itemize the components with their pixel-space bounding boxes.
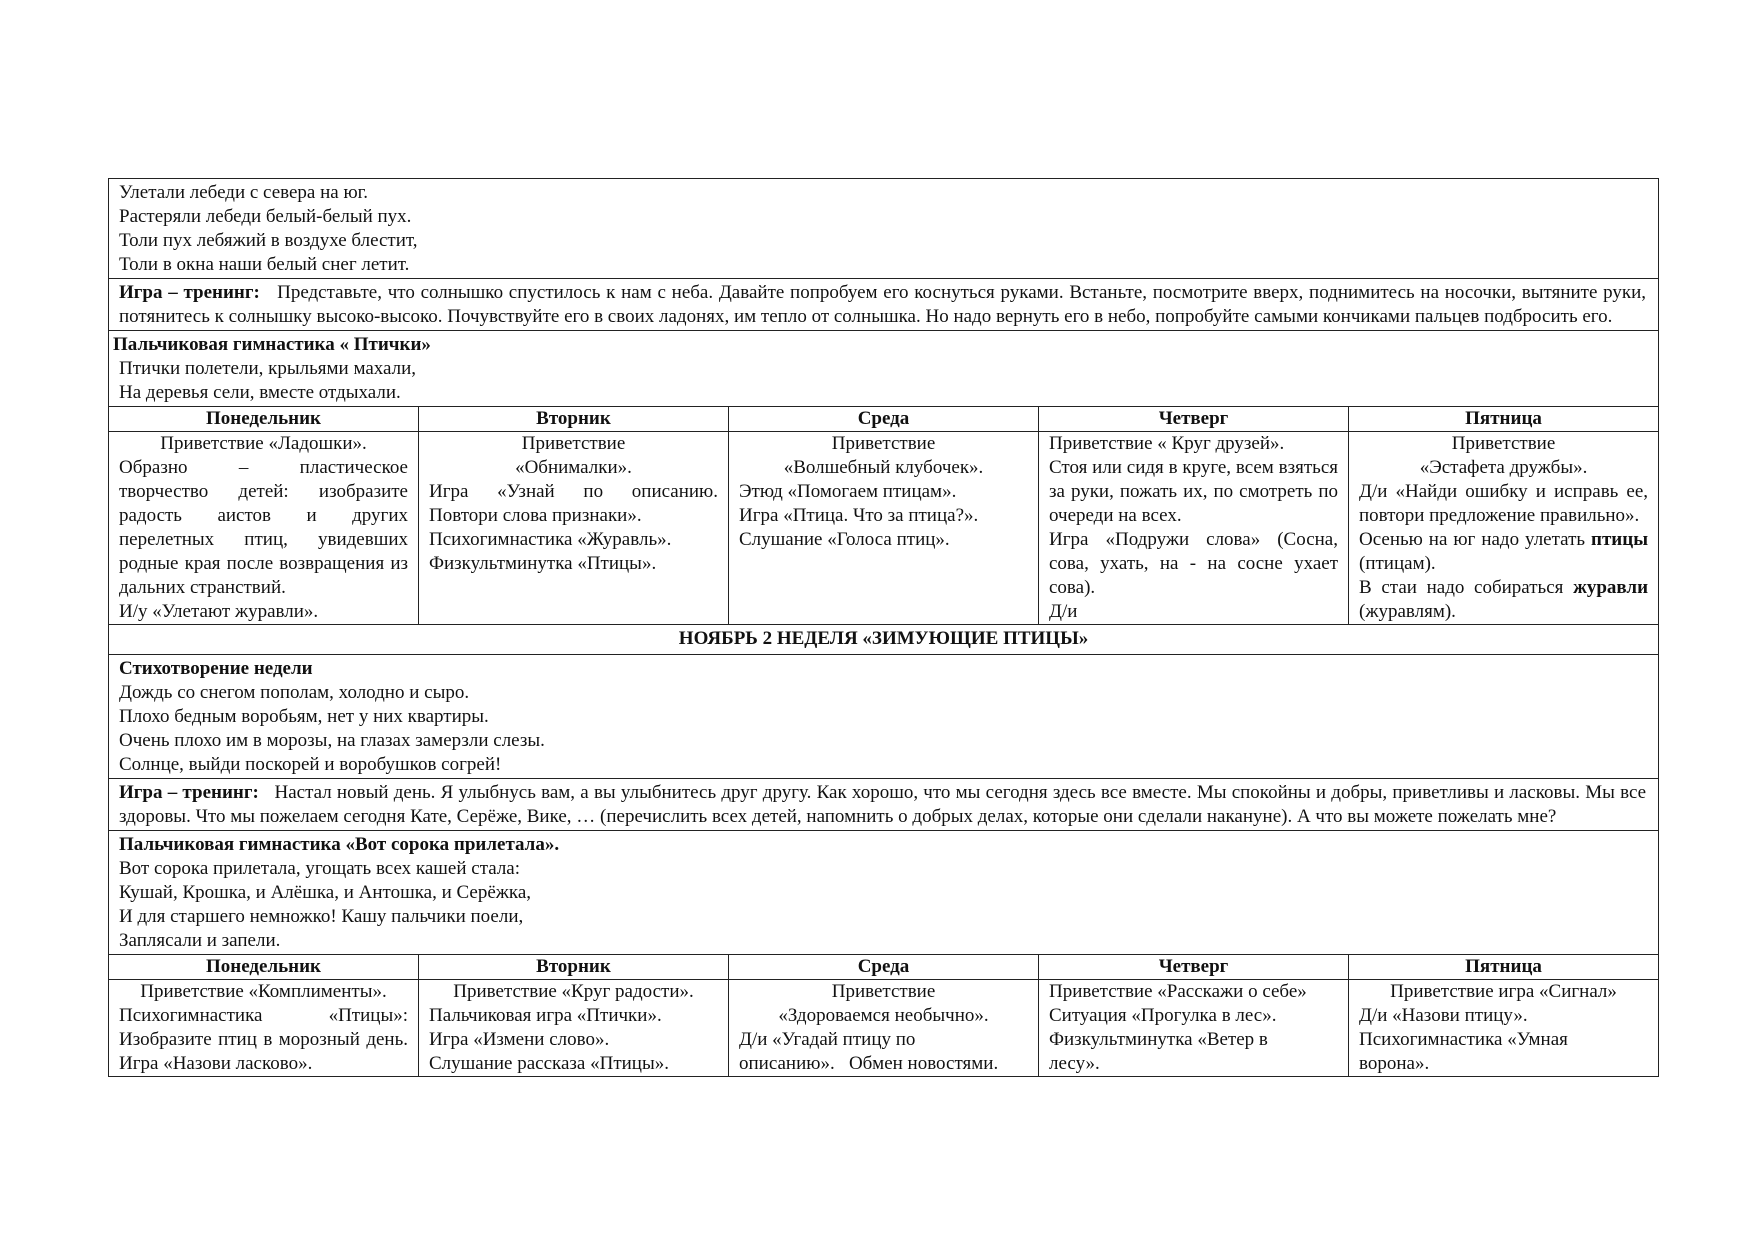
day-header-thursday: Четверг xyxy=(1039,955,1349,980)
week1-monday-cell xyxy=(109,432,419,625)
poem-line: Растеряли лебеди белый-белый пух. xyxy=(119,206,412,227)
activity-line: ворона». xyxy=(1359,1053,1430,1074)
activity-line xyxy=(1359,528,1648,576)
finger-line: На деревья сели, вместе отдыхали. xyxy=(119,382,401,403)
activity-line: Слушание рассказа «Птицы». xyxy=(429,1053,669,1074)
activity-line: Приветствие «Ладошки». xyxy=(160,433,367,454)
activity-bold-word: журавли xyxy=(1573,577,1649,598)
activity-line: Физкультминутка «Ветер в xyxy=(1049,1029,1268,1050)
day-header-tuesday: Вторник xyxy=(419,955,729,980)
activity-line: Приветствие «Комплименты». xyxy=(140,981,387,1002)
activity-line: Приветствие xyxy=(831,433,936,454)
poem-title: Стихотворение недели xyxy=(119,658,313,679)
week2-finger-cell xyxy=(109,831,1659,955)
training-text: Настал новый день. Я улыбнусь вам, а вы улыбнитесь друг другу. Как хорошо, что мы сегодня здесь все вместе. Мы спокойны и добры, приветливы и ласковы. Мы все здоровы. Что мы пожелаем сегодня Кате, Серёже, Вике, … (перечислить всех детей, напомнить о добрых делах, которые они сделали накануне). А что вы можете пожелать мне? xyxy=(119,782,1647,827)
week2-day-content-row xyxy=(109,980,1659,1077)
activity-line: Игра «Измени слово». xyxy=(429,1029,610,1050)
activity-line: Психогимнастика «Журавль». xyxy=(429,529,672,550)
week2-title-row xyxy=(109,625,1659,655)
training-text: Представьте, что солнышко спустилось к нам с неба. Давайте попробуем его коснуться руками. Встаньте, посмотрите вверх, поднимитесь на носочки, вытяните руки, потянитесь к солнышку высоко-высоко. Почувствуйте его в своих ладонях, им тепло от солнышка. Но надо вернуть его в небо, попробуйте самыми кончиками пальцев подбросить его. xyxy=(119,282,1647,327)
finger-line: Заплясали и запели. xyxy=(119,930,281,951)
week1-training-row xyxy=(109,279,1659,331)
activity-line: Приветствие игра «Сигнал» xyxy=(1390,981,1617,1002)
finger-line: Птички полетели, крыльями махали, xyxy=(119,358,417,379)
activity-line: Образно – пластическое творчество детей: изобразите радость аистов и других перелетных птиц, увидевших родные края после возвращения из дальних странствий. xyxy=(119,457,408,598)
week2-thursday-cell xyxy=(1039,980,1349,1077)
activity-line: Приветствие xyxy=(521,433,626,454)
week1-tuesday-cell xyxy=(419,432,729,625)
week2-day-header-row xyxy=(109,955,1659,980)
activity-line: Приветствие xyxy=(1451,433,1556,454)
activity-line: И/у «Улетают журавли». xyxy=(119,601,319,622)
week2-training-row xyxy=(109,779,1659,831)
activity-line: Слушание «Голоса птиц». xyxy=(739,529,950,550)
day-header-wednesday: Среда xyxy=(729,955,1039,980)
activity-line: «Волшебный клубочек». xyxy=(783,457,984,478)
day-header-friday: Пятница xyxy=(1349,407,1659,432)
activity-line: Приветствие «Круг радости». xyxy=(453,981,694,1002)
activity-line: Д/и «Найди ошибку и исправь ее, повтори предложение правильно». xyxy=(1359,481,1649,526)
week2-finger-row xyxy=(109,831,1659,955)
activity-text: (журавлям). xyxy=(1359,601,1456,622)
activity-line: «Обнималки». xyxy=(515,457,632,478)
activity-line: Ситуация «Прогулка в лес». xyxy=(1049,1005,1277,1026)
activity-line: Игра «Подружи слова» (Сосна, сова, ухать, на - на сосне ухает сова). xyxy=(1049,529,1338,598)
activity-text: (птицам). xyxy=(1359,553,1436,574)
activity-text: В стаи надо собираться xyxy=(1359,577,1574,598)
week1-friday-cell xyxy=(1349,432,1659,625)
day-header-thursday: Четверг xyxy=(1039,407,1349,432)
activity-line: Игра «Узнай по описанию. xyxy=(429,481,718,502)
week2-poem-row xyxy=(109,655,1659,779)
week2-training-cell xyxy=(109,779,1659,831)
week1-day-content-row xyxy=(109,432,1659,625)
activity-line: Приветствие xyxy=(831,981,936,1002)
activity-line: Психогимнастика «Умная xyxy=(1359,1029,1568,1050)
week1-wednesday-cell xyxy=(729,432,1039,625)
activity-line: Д/и «Назови птицу». xyxy=(1359,1005,1528,1026)
week1-poem-cell xyxy=(109,179,1659,279)
week2-wednesday-cell xyxy=(729,980,1039,1077)
week1-poem-row xyxy=(109,179,1659,279)
week2-tuesday-cell xyxy=(419,980,729,1077)
activity-line: Стоя или сидя в круге, всем взяться за руки, пожать их, по смотреть по очереди на всех. xyxy=(1049,457,1338,526)
activity-line: «Эстафета дружбы». xyxy=(1419,457,1588,478)
activity-line: Д/и xyxy=(1049,601,1078,622)
poem-line: Улетали лебеди с севера на юг. xyxy=(119,182,369,203)
day-header-tuesday: Вторник xyxy=(419,407,729,432)
activity-line: Этюд «Помогаем птицам». xyxy=(739,481,957,502)
activity-line xyxy=(1359,576,1648,624)
section-title: НОЯБРЬ 2 НЕДЕЛЯ «ЗИМУЮЩИЕ ПТИЦЫ» xyxy=(109,625,1659,655)
activity-line: описанию». Обмен новостями. xyxy=(739,1053,999,1074)
activity-line: Приветствие « Круг друзей». xyxy=(1049,433,1285,454)
activity-line: Физкультминутка «Птицы». xyxy=(429,553,657,574)
activity-line: Игра «Птица. Что за птица?». xyxy=(739,505,979,526)
plan-table xyxy=(108,178,1659,1077)
activity-line: Пальчиковая игра «Птички». xyxy=(429,1005,662,1026)
week2-friday-cell xyxy=(1349,980,1659,1077)
activity-text: Осенью на юг надо улетать xyxy=(1359,529,1592,550)
activity-line: Психогимнастика «Птицы»: Изобразите птиц в морозный день. Игра «Назови ласково». xyxy=(119,1005,408,1074)
finger-line: Кушай, Крошка, и Алёшка, и Антошка, и Серёжка, xyxy=(119,882,532,903)
activity-line: лесу». xyxy=(1049,1053,1100,1074)
poem-line: Солнце, выйди поскорей и воробушков согрей! xyxy=(119,754,502,775)
week1-finger-row xyxy=(109,331,1659,407)
week2-monday-cell xyxy=(109,980,419,1077)
activity-line: Повтори слова признаки». xyxy=(429,505,642,526)
poem-line: Толи в окна наши белый снег летит. xyxy=(119,254,410,275)
finger-title: Пальчиковая гимнастика « Птички» xyxy=(113,334,431,355)
day-header-friday: Пятница xyxy=(1349,955,1659,980)
poem-line: Толи пух лебяжий в воздухе блестит, xyxy=(119,230,418,251)
day-header-monday: Понедельник xyxy=(109,407,419,432)
activity-line: Приветствие «Расскажи о себе» xyxy=(1049,981,1307,1002)
poem-line: Дождь со снегом пополам, холодно и сыро. xyxy=(119,682,470,703)
finger-line: Вот сорока прилетала, угощать всех кашей стала: xyxy=(119,858,521,879)
week1-finger-cell xyxy=(109,331,1659,407)
activity-line: «Здороваемся необычно». xyxy=(778,1005,989,1026)
day-header-wednesday: Среда xyxy=(729,407,1039,432)
finger-line: И для старшего немножко! Кашу пальчики поели, xyxy=(119,906,524,927)
activity-bold-word: птицы xyxy=(1591,529,1649,550)
poem-line: Очень плохо им в морозы, на глазах замерзли слезы. xyxy=(119,730,545,751)
week1-day-header-row xyxy=(109,407,1659,432)
poem-line: Плохо бедным воробьям, нет у них квартиры. xyxy=(119,706,489,727)
activity-line: Д/и «Угадай птицу по xyxy=(739,1029,916,1050)
week1-thursday-cell xyxy=(1039,432,1349,625)
training-label: Игра – тренинг: xyxy=(119,782,259,803)
week1-training-cell xyxy=(109,279,1659,331)
day-header-monday: Понедельник xyxy=(109,955,419,980)
finger-title: Пальчиковая гимнастика «Вот сорока прилетала». xyxy=(119,834,560,855)
training-label: Игра – тренинг: xyxy=(119,282,260,303)
week2-poem-cell xyxy=(109,655,1659,779)
